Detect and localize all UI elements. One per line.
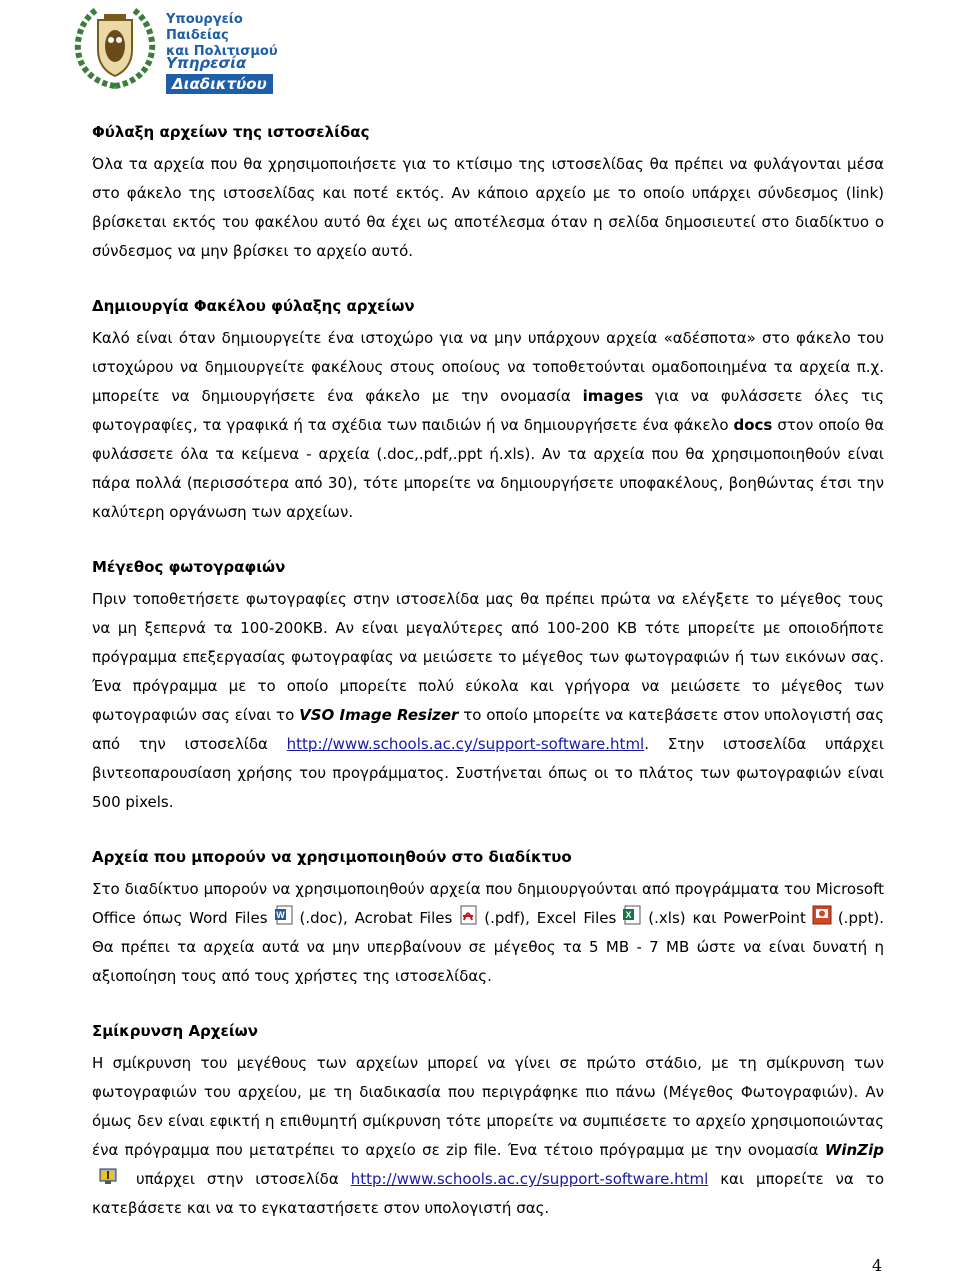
text-run: Καλό είναι όταν δημιουργείτε ένα ιστοχώρο για να μην υπάρχουν αρχεία «αδέσποτα» στο φάκελο του ιστοχώρου να δημιουργείτε φακέλους στους οποίους να τοποθετούνται ομαδοποιημένα τα αρχεία π.χ. μπορείτε να δημιουργήσετε ένα φάκελο με την ονομασία xyxy=(92,329,884,405)
powerpoint-file-icon xyxy=(812,905,832,925)
section-paragraph xyxy=(92,875,884,991)
text-run: για να φυλάσσετε όλες τις φωτογραφίες, τα γραφικά ή τα σχέδια των παιδιών ή να δημιουργήσετε ένα φάκελο xyxy=(92,387,884,434)
text-run: (.doc), Acrobat Files xyxy=(299,909,453,927)
text-run: Η σμίκρυνση του μεγέθους των αρχείων μπορεί να γίνει σε πρώτο στάδιο, με τη σμίκρυνση των φωτογραφιών του αρχείου, με τη διαδικασία που περιγράφηκε πιο πάνω (Μέγεθος Φωτογραφιών). Αν όμως δεν είναι εφικτή η επιθυμητή σμίκρυνση τότε μπορείτε να συμπιέσετε το αρχείο χρησιμοποιώντας ένα πρόγραμμα που μετατρέπει το αρχείο σε zip file. Ένα τέτοιο πρόγραμμα με την ονομασία xyxy=(92,1054,884,1159)
text-run: (.ppt). Θα πρέπει τα αρχεία αυτά να μην υπερβαίνουν σε μέγεθος τα 5 MB - 7 MB ώστε να είναι δυνατή η αξιοποίηση τους από τους χρήστες της ιστοσελίδας. xyxy=(92,909,884,985)
ministry-emblem-icon xyxy=(70,6,160,92)
text-run: το οποίο μπορείτε να κατεβάσετε στον υπολογιστή σας από την ιστοσελίδα xyxy=(92,706,884,753)
text-run: Πριν τοποθετήσετε φωτογραφίες στην ιστοσελίδα μας θα πρέπει πρώτα να ελέγξετε το μέγεθος τους να μη ξεπερνά τα 100-200KB. Αν είναι μεγαλύτερες από 100-200 KB τότε μπορείτε με οποιοδήποτε πρόγραμμα επεξεργασίας φωτογραφίας να μειώσετε το μέγεθος των φωτογραφιών ή των εικόνων σας. Ένα πρόγραμμα με το οποίο μπορείτε πολύ εύκολα και γρήγορα να μειώσετε το μέγεθος των φωτογραφιών σας είναι το xyxy=(92,590,884,724)
service-line-2: Διαδικτύου xyxy=(166,74,273,94)
ministry-line-2: και Πολιτισμού xyxy=(166,44,278,59)
support-software-link[interactable]: http://www.schools.ac.cy/support-software.html xyxy=(286,735,645,753)
document-body xyxy=(92,122,884,1253)
service-line-1: Υπηρεσία xyxy=(166,54,247,72)
support-software-link[interactable]: http://www.schools.ac.cy/support-software.html xyxy=(350,1170,709,1188)
svg-text:W: W xyxy=(275,910,285,920)
section-heading: Μέγεθος φωτογραφιών xyxy=(92,558,286,576)
section-heading: Σμίκρυνση Αρχείων xyxy=(92,1022,258,1040)
text-run: και μπορείτε να το κατεβάσετε και να το εγκαταστήσετε στον υπολογιστή σας. xyxy=(92,1170,884,1217)
section-heading: Φύλαξη αρχείων της ιστοσελίδας xyxy=(92,123,370,141)
page-number: 4 xyxy=(872,1256,883,1275)
text-run: υπάρχει στην ιστοσελίδα xyxy=(124,1170,351,1188)
program-name-vso: VSO Image Resizer xyxy=(299,706,459,724)
word-file-icon xyxy=(274,905,294,925)
section-heading: Δημιουργία Φακέλου φύλαξης αρχείων xyxy=(92,297,415,315)
section-file-storage xyxy=(92,122,884,266)
text-run: στον οποίο θα φυλάσσετε όλα τα κείμενα - αρχεία (.doc,.pdf,.ppt ή.xls). Αν τα αρχεία που θα χρησιμοποιηθούν είναι πάρα πολλά (περισσότερα από 30), τότε μπορείτε να δημιουργήσετε υποφακέλους, βοηθώντας έτσι την καλύτερη οργάνωση των αρχείων. xyxy=(92,416,884,521)
excel-file-icon xyxy=(622,905,642,925)
folder-name-docs: docs xyxy=(733,416,773,434)
text-run: (.pdf), Excel Files xyxy=(484,909,617,927)
svg-text:X: X xyxy=(625,910,632,920)
section-paragraph xyxy=(92,585,884,817)
page-header xyxy=(70,6,300,92)
folder-name-images: images xyxy=(582,387,644,405)
section-paragraph: Όλα τα αρχεία που θα χρησιμοποιήσετε για το κτίσιμο της ιστοσελίδας θα πρέπει να φυλάγονται μέσα στο φάκελο της ιστοσελίδας και ποτέ εκτός. Αν κάποιο αρχείο με το οποίο υπάρχει σύνδεσμος (link) βρίσκεται εκτός του φακέλου αυτό θα έχει ως αποτέλεσμα όταν η σελίδα δημοσιευτεί στο διαδίκτυο ο σύνδεσμος να μην βρίσκει το αρχείο αυτό. xyxy=(92,155,884,260)
text-run: Στο διαδίκτυο μπορούν να χρησιμοποιηθούν αρχεία που δημιουργούνται από προγράμματα του Microsoft Office όπως Word Files xyxy=(92,880,884,927)
section-file-compression xyxy=(92,1021,884,1223)
acrobat-file-icon xyxy=(458,905,478,925)
section-heading: Αρχεία που μπορούν να χρησιμοποιηθούν στο διαδίκτυο xyxy=(92,848,572,866)
section-paragraph xyxy=(92,1049,884,1223)
section-file-types xyxy=(92,847,884,991)
text-run: . Στην ιστοσελίδα υπάρχει βιντεοπαρουσίαση χρήσης του προγράμματος. Συστήνεται όπως οι το πλάτος των φωτογραφιών είναι 500 pixels. xyxy=(92,735,884,811)
winzip-icon xyxy=(98,1166,118,1186)
ministry-name xyxy=(166,12,300,60)
service-name xyxy=(166,54,273,94)
section-paragraph xyxy=(92,324,884,527)
text-run: (.xls) και PowerPoint xyxy=(648,909,806,927)
section-photo-size xyxy=(92,557,884,817)
ministry-line-1: Υπουργείο Παιδείας xyxy=(166,12,243,43)
program-name-winzip: WinZip xyxy=(824,1141,884,1159)
section-folder-creation xyxy=(92,296,884,527)
